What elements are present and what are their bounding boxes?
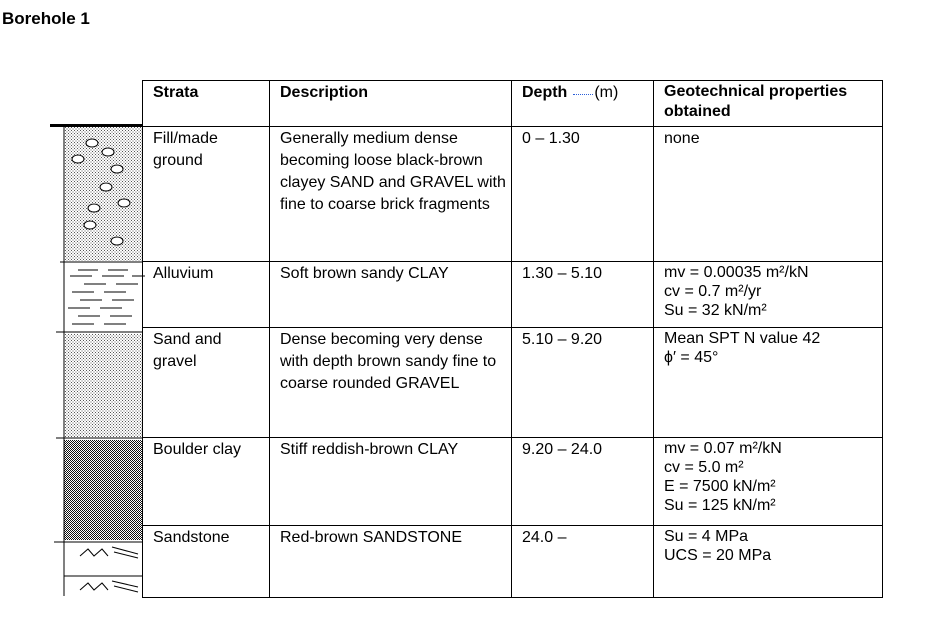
property-su: Su = 4 MPa [664,528,749,545]
page-title: Borehole 1 [2,9,90,28]
depth-cell: 0 – 1.30 [512,127,654,262]
property-phi: ϕ′ = 45° [664,349,719,366]
description-cell: Dense becoming very dense with depth brown sandy fine to coarse rounded GRAVEL [270,328,512,438]
header-geotechnical: Geotechnical properties obtained [654,81,883,127]
header-depth-unit: (m) [594,84,619,101]
depth-cell: 9.20 – 24.0 [512,438,654,526]
table-row [143,262,883,328]
header-description: Description [270,81,512,127]
description-cell: Generally medium dense becoming loose black-brown clayey SAND and GRAVEL with fine to coarse brick fragments [270,127,512,262]
borehole-table [142,80,883,598]
geotechnical-cell: none [654,127,883,262]
description-cell: Soft brown sandy CLAY [270,262,512,328]
header-row [143,81,883,127]
log-fill-made-ground [64,127,143,261]
ground-surface-line [50,124,143,127]
geotechnical-cell [654,526,883,598]
geotechnical-cell [654,328,883,438]
property-spt: Mean SPT N value 42 [664,330,821,347]
log-sandstone [54,542,143,596]
table-row [143,438,883,526]
strata-cell: Sandstone [143,526,270,598]
borehole-log [50,124,145,599]
description-cell: Red-brown SANDSTONE [270,526,512,598]
property-su: Su = 32 kN/m² [664,302,767,319]
geotechnical-cell [654,262,883,328]
table-row [143,526,883,598]
geotechnical-cell [654,438,883,526]
table-row [143,127,883,262]
log-alluvium [60,262,145,324]
header-depth-label: Depth [522,84,568,101]
strata-cell: Boulder clay [143,438,270,526]
property-e: E = 7500 kN/m² [664,478,776,495]
depth-cell: 24.0 – [512,526,654,598]
strata-cell: Fill/made ground [143,127,270,262]
description-cell: Stiff reddish-brown CLAY [270,438,512,526]
depth-cell: 5.10 – 9.20 [512,328,654,438]
header-depth [512,81,654,127]
property-mv: mv = 0.07 m²/kN [664,440,782,457]
header-strata: Strata [143,81,270,127]
log-boulder-clay [56,438,143,540]
strata-cell: Sand and gravel [143,328,270,438]
property-cv: cv = 5.0 m² [664,459,744,476]
log-sand-and-gravel [56,332,143,437]
property-mv: mv = 0.00035 m²/kN [664,264,809,281]
depth-cell: 1.30 – 5.10 [512,262,654,328]
table-row [143,328,883,438]
property-cv: cv = 0.7 m²/yr [664,283,762,300]
property-ucs: UCS = 20 MPa [664,547,772,564]
property-su: Su = 125 kN/m² [664,497,776,514]
strata-cell: Alluvium [143,262,270,328]
